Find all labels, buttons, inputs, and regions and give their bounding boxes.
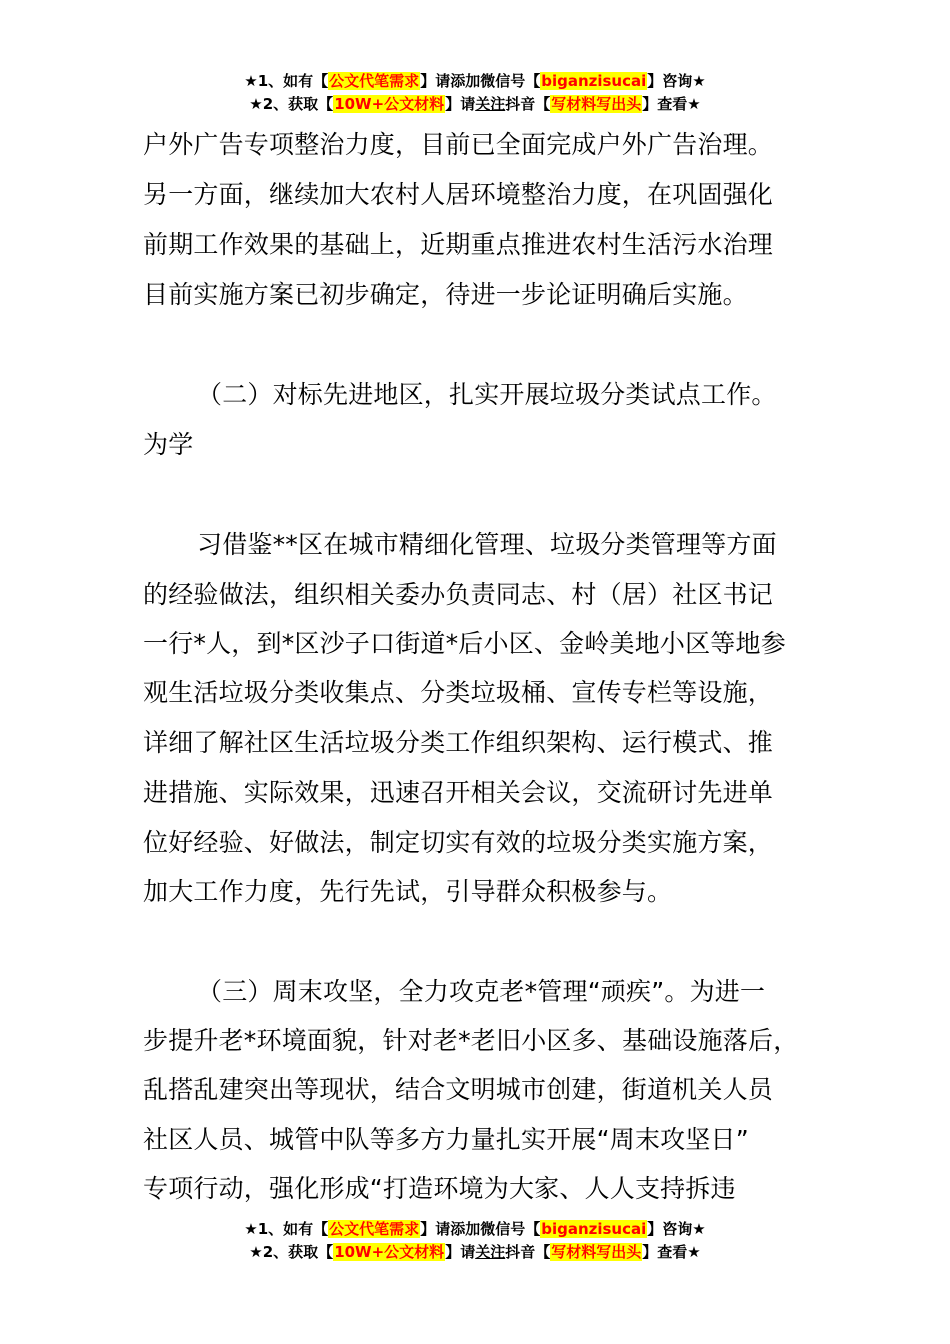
paragraph-line: 乱搭乱建突出等现状，结合文明城市创建，街道机关人员 bbox=[143, 1075, 774, 1104]
banner-text: 】咨询★ bbox=[647, 1220, 706, 1238]
header-banner bbox=[0, 70, 950, 116]
banner-highlight: 公文代笔需求 bbox=[329, 1220, 420, 1238]
banner-highlight-wechat-id: biganzisucai bbox=[541, 72, 647, 90]
paragraph-line: 位好经验、好做法，制定切实有效的垃圾分类实施方案， bbox=[143, 828, 774, 857]
section-heading-line: （三）周末攻坚，全力攻克老*管理“顽疾”。为进一 bbox=[197, 977, 766, 1006]
banner-highlight: 10W+公文材料 bbox=[334, 95, 445, 113]
banner-highlight: 写材料写出头 bbox=[551, 95, 642, 113]
paragraph-line: 另一方面，继续加大农村人居环境整治力度，在巩固强化 bbox=[143, 180, 774, 209]
paragraph-line: 加大工作力度，先行先试，引导群众积极参与。 bbox=[143, 877, 673, 906]
footer-banner-line-2 bbox=[0, 1241, 950, 1264]
header-banner-line-2 bbox=[0, 93, 950, 116]
paragraph-line: 的经验做法，组织相关委办负责同志、村（居）社区书记 bbox=[143, 580, 774, 609]
paragraph-line: 户外广告专项整治力度，目前已全面完成户外广告治理。 bbox=[143, 130, 774, 159]
banner-underlined-text: 关注 bbox=[475, 95, 506, 113]
banner-highlight: 10W+公文材料 bbox=[334, 1243, 445, 1261]
header-banner-line-1 bbox=[0, 70, 950, 93]
banner-text: 】请 bbox=[445, 95, 476, 113]
paragraph-line: 观生活垃圾分类收集点、分类垃圾桶、宣传专栏等设施， bbox=[143, 678, 774, 707]
banner-text: ★2、获取【 bbox=[249, 95, 334, 113]
banner-text: 抖音【 bbox=[505, 1243, 551, 1261]
banner-text: 抖音【 bbox=[505, 95, 551, 113]
banner-text: 】请添加微信号【 bbox=[420, 72, 541, 90]
banner-text: 】查看★ bbox=[642, 95, 701, 113]
banner-text: ★2、获取【 bbox=[249, 1243, 334, 1261]
paragraph-line: 专项行动，强化形成“打造环境为大家、人人支持拆违 bbox=[143, 1174, 736, 1203]
paragraph-line: 目前实施方案已初步确定，待进一步论证明确后实施。 bbox=[143, 280, 748, 309]
banner-text: 】查看★ bbox=[642, 1243, 701, 1261]
banner-text: 】请添加微信号【 bbox=[420, 1220, 541, 1238]
paragraph-line: 为学 bbox=[143, 430, 194, 459]
paragraph-line: 社区人员、城管中队等多方力量扎实开展“周末攻坚日” bbox=[143, 1125, 749, 1154]
footer-banner bbox=[0, 1218, 950, 1264]
paragraph-line: 一行*人，到*区沙子口街道*后小区、金岭美地小区等地参 bbox=[143, 629, 786, 658]
banner-text: 】咨询★ bbox=[647, 72, 706, 90]
banner-text: ★1、如有【 bbox=[244, 1220, 329, 1238]
banner-text: 】请 bbox=[445, 1243, 476, 1261]
banner-highlight-wechat-id: biganzisucai bbox=[541, 1220, 647, 1238]
banner-underlined-text: 关注 bbox=[475, 1243, 506, 1261]
paragraph-line: 步提升老*环境面貌，针对老*老旧小区多、基础设施落后， bbox=[143, 1026, 799, 1055]
banner-highlight: 公文代笔需求 bbox=[329, 72, 420, 90]
banner-highlight: 写材料写出头 bbox=[551, 1243, 642, 1261]
paragraph-line: 习借鉴**区在城市精细化管理、垃圾分类管理等方面 bbox=[197, 530, 777, 559]
section-heading-line: （二）对标先进地区，扎实开展垃圾分类试点工作。 bbox=[197, 380, 777, 409]
paragraph-line: 前期工作效果的基础上，近期重点推进农村生活污水治理 bbox=[143, 230, 774, 259]
footer-banner-line-1 bbox=[0, 1218, 950, 1241]
paragraph-line: 详细了解社区生活垃圾分类工作组织架构、运行模式、推 bbox=[143, 728, 774, 757]
banner-text: ★1、如有【 bbox=[244, 72, 329, 90]
paragraph-line: 进措施、实际效果，迅速召开相关会议，交流研讨先进单 bbox=[143, 778, 774, 807]
